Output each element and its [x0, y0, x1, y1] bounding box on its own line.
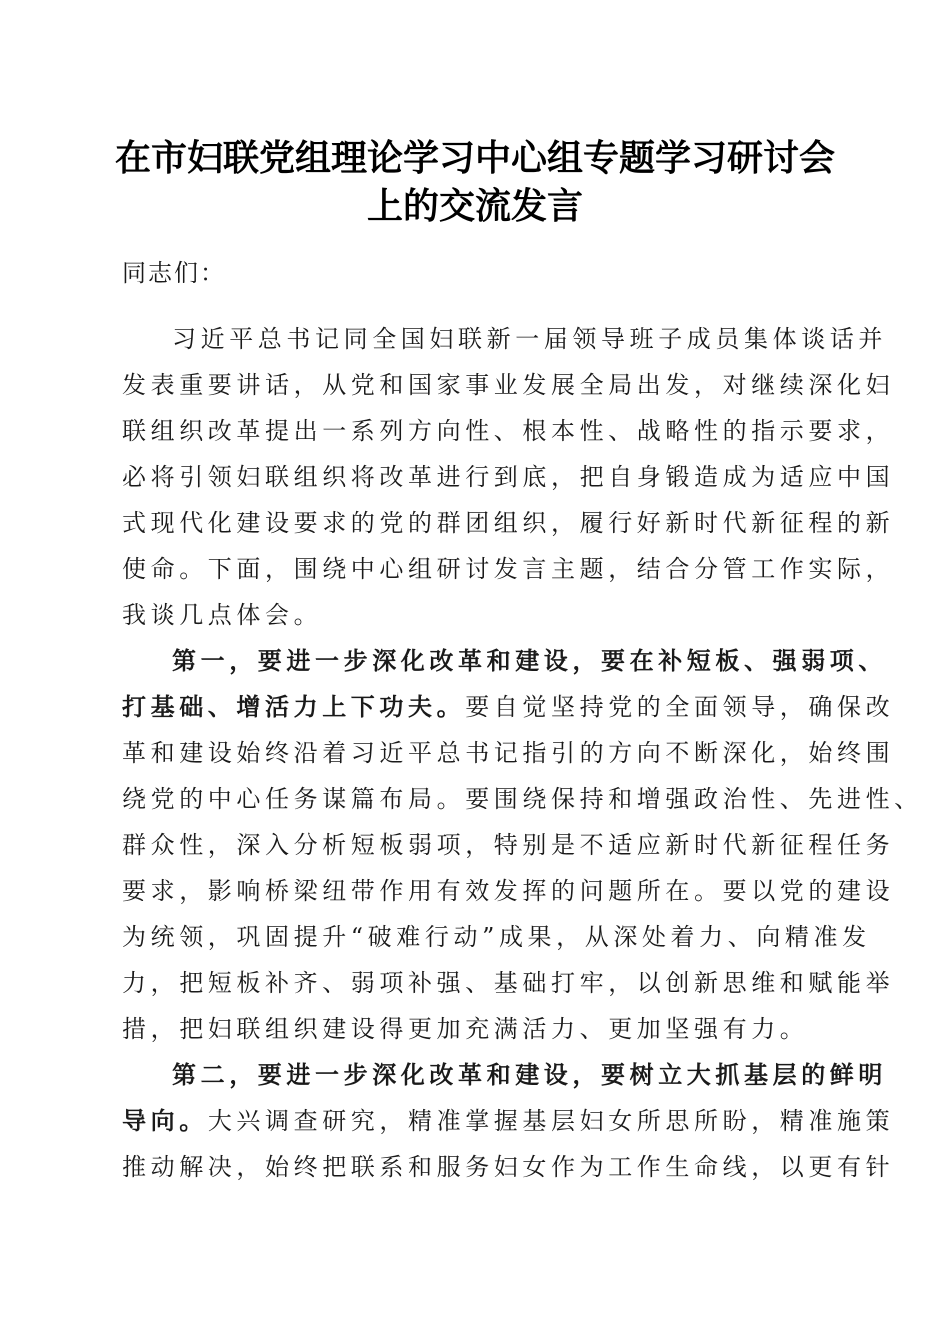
section1-line: 为统领，巩固提升“破难行动”成果，从深处着力、向精准发	[122, 923, 871, 951]
section2-line: 推动解决，始终把联系和服务妇女作为工作生命线，以更有针	[122, 1153, 895, 1181]
section1-line: 群众性，深入分析短板弱项，特别是不适应新时代新征程任务	[122, 831, 895, 859]
intro-line: 使命。下面，围绕中心组研讨发言主题，结合分管工作实际，	[122, 555, 895, 583]
intro-line: 联组织改革提出一系列方向性、根本性、战略性的指示要求，	[122, 417, 895, 445]
intro-line: 必将引领妇联组织将改革进行到底，把自身锻造成为适应中国	[122, 463, 895, 491]
section1-text: 要自觉坚持党的全面领导，确保改	[465, 693, 895, 721]
intro-line: 发表重要讲话，从党和国家事业发展全局出发，对继续深化妇	[122, 371, 895, 399]
section1-heading-continued: 打基础、增活力上下功夫。	[122, 692, 466, 721]
intro-line: 我谈几点体会。	[122, 601, 323, 629]
intro-line: 习近平总书记同全国妇联新一届领导班子成员集体谈话并	[172, 325, 887, 353]
section1-line: 措，把妇联组织建设得更加充满活力、更加坚强有力。	[122, 1015, 809, 1043]
section1-line: 力，把短板补齐、弱项补强、基础打牢，以创新思维和赋能举	[122, 969, 895, 997]
document-title-line-2: 上的交流发言	[366, 185, 583, 227]
section1-line	[122, 692, 895, 722]
section1-heading: 第一，要进一步深化改革和建设，要在补短板、强弱项、	[172, 646, 887, 675]
section1-line: 革和建设始终沿着习近平总书记指引的方向不断深化，始终围	[122, 739, 895, 767]
section2-heading: 第二，要进一步深化改革和建设，要树立大抓基层的鲜明	[172, 1060, 887, 1089]
section2-line	[122, 1106, 895, 1136]
section1-line: 要求，影响桥梁纽带作用有效发挥的问题所在。要以党的建设	[122, 877, 895, 905]
section2-text: 大兴调查研究，精准掌握基层妇女所思所盼，精准施策	[207, 1107, 895, 1135]
section1-line: 绕党的中心任务谋篇布局。要围绕保持和增强政治性、先进性、	[122, 785, 923, 813]
intro-line: 式现代化建设要求的党的群团组织，履行好新时代新征程的新	[122, 509, 895, 537]
greeting: 同志们：	[122, 259, 226, 287]
section2-heading-continued: 导向。	[122, 1106, 208, 1135]
document-title-line-1: 在市妇联党组理论学习中心组专题学习研讨会	[114, 137, 835, 179]
